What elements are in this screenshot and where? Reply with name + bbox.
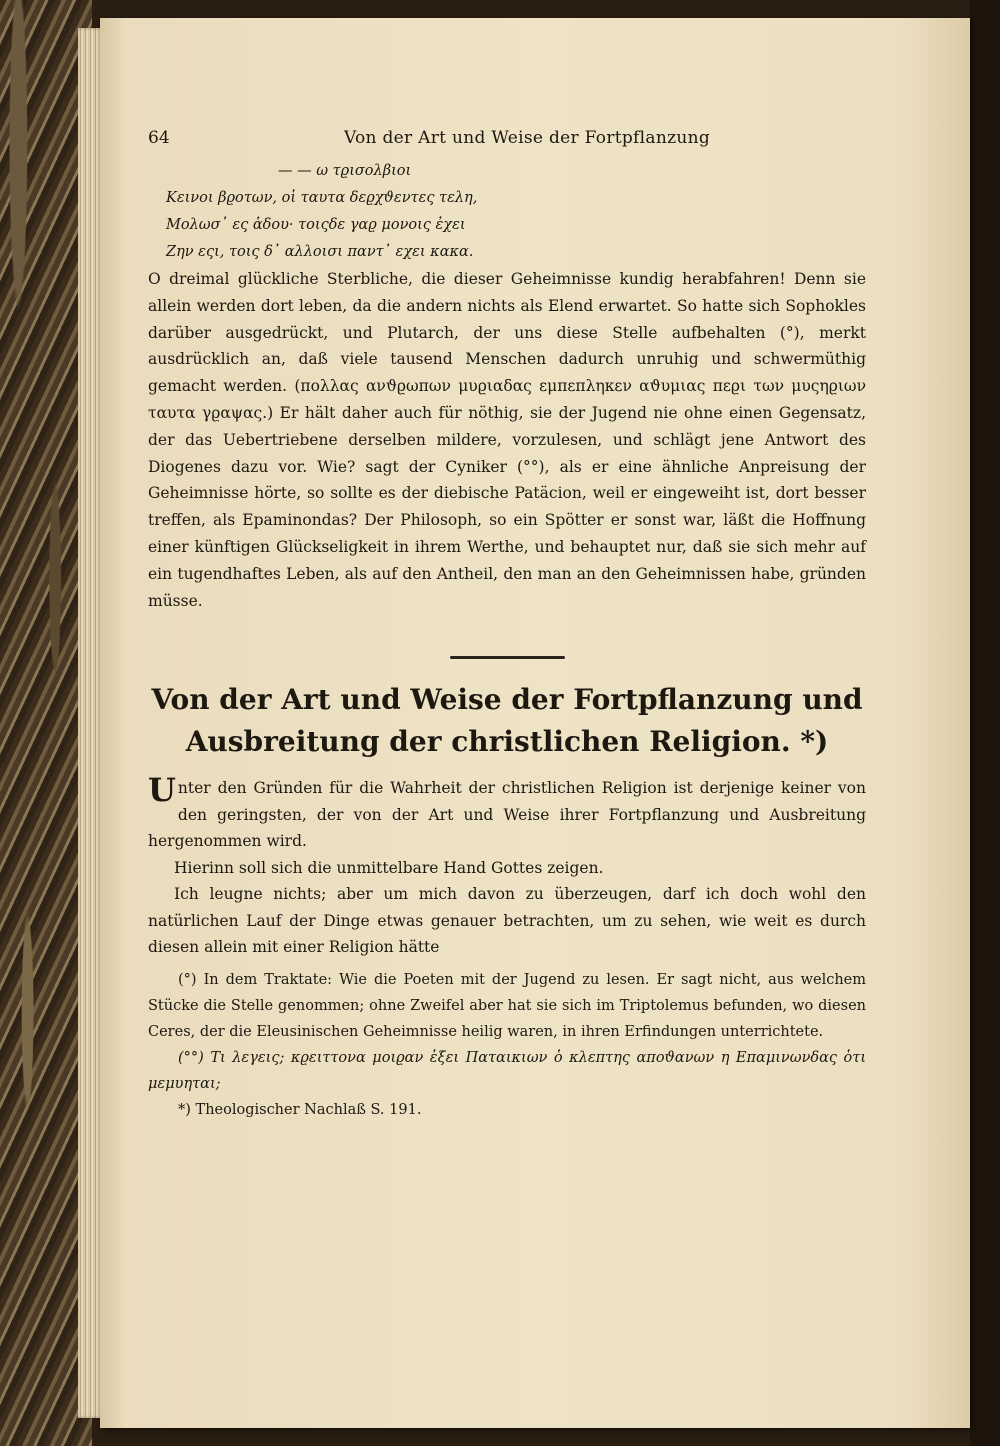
greek-line-1: — — ω τϱισολβιοι xyxy=(278,163,412,179)
footnote-2: (°°) Τι λεγεις; κϱειττονα μοιϱαν ἑξει Παταικιων ὁ κλεπτης αποϑανων η Επαμινωνδας ὁτι μεμυηται; xyxy=(148,1049,866,1092)
footnotes xyxy=(148,967,866,1123)
section-title-line-1: Von der Art und Weise der Fortpflanzung und xyxy=(151,683,863,717)
drop-cap: U xyxy=(148,771,176,810)
section-title xyxy=(148,679,866,763)
greek-line-2: Κεινοι βϱοτων, οἱ ταυτα δεϱχϑεντες τελη, xyxy=(166,190,478,206)
section-body xyxy=(148,771,866,961)
section-title-line-2: Ausbreitung der christlichen Religion. *) xyxy=(185,725,829,759)
footnote-1: (°) In dem Traktate: Wie die Poeten mit der Jugend zu lesen. Er sagt nicht, aus welchem Stücke die Stelle genommen; ohne Zweifel aber hat sie sich im Triptolemus befunden, wo diesen Ceres, der die Eleusinischen Geheimnisse heilig waren, in ihren Erfindungen unterrichtete. xyxy=(148,971,866,1040)
greek-line-4: Ζην εςι, τοις δ᾽ αλλοισι παντ᾽ εχει κακα. xyxy=(166,244,474,260)
body-paragraph-1 xyxy=(148,771,866,855)
body-paragraph-2: Hierinn soll sich die unmittelbare Hand Gottes zeigen. xyxy=(174,858,604,877)
page-content xyxy=(148,128,866,1123)
running-title: Von der Art und Weise der Fortpflanzung xyxy=(343,128,711,148)
greek-verse xyxy=(148,158,866,266)
body-paragraph-1-text: nter den Gründen für die Wahrheit der christlichen Religion ist derjenige keiner von den geringsten, der von der Art und Weise ihrer Fortpflanzung und Ausbreitung hergenommen wird. xyxy=(148,779,866,851)
body-paragraph-3: Ich leugne nichts; aber um mich davon zu überzeugen, darf ich doch wohl den natürlichen Lauf der Dinge etwas genauer betrachten, um zu sehen, wie weit es durch diesen allein mit einer Religion hätte xyxy=(148,885,866,957)
running-header xyxy=(148,128,866,148)
background-right xyxy=(970,0,1000,1446)
footnote-3: *) Theologischer Nachlaß S. 191. xyxy=(178,1101,422,1118)
section-divider xyxy=(450,656,565,659)
page-number: 64 xyxy=(148,128,170,148)
paragraph-commentary: O dreimal glückliche Sterbliche, die dieser Geheimnisse kundig herabfahren! Denn sie allein werden dort leben, da die andern nichts als Elend erwartet. So hatte sich Sophokles darüber ausgedrückt, und Plutarch, der uns diese Stelle aufbehalten (°), merkt ausdrücklich an, daß viele tausend Menschen dadurch unruhig und schwermüthig gemacht werden. (πολλας ανϑϱωπων μυϱιαδας εμπεπληκεν αϑυμιας πεϱι των μυςηϱιων ταυτα γϱαψας.) Er hält daher auch für nöthig, sie der Jugend nie ohne einen Gegensatz, der das Uebertriebene derselben mildere, vorzulesen, und schlägt jene Antwort des Diogenes dazu vor. Wie? sagt der Cyniker (°°), als er eine ähnliche Anpreisung der Geheimnisse hörte, so sollte es der diebische Patäcion, weil er eingeweiht ist, dort besser treffen, als Epaminondas? Der Philosoph, so ein Spötter er sonst war, läßt die Hoffnung einer künftigen Glückseligkeit in ihrem Werthe, und behauptet nur, daß sie sich mehr auf ein tugendhaftes Leben, als auf den Antheil, den man an den Geheimnissen habe, gründen müsse. xyxy=(148,270,866,610)
greek-line-3: Μολωσ᾽ ες ἁδου· τοιςδε γαϱ μονοις ἐχει xyxy=(166,217,466,233)
